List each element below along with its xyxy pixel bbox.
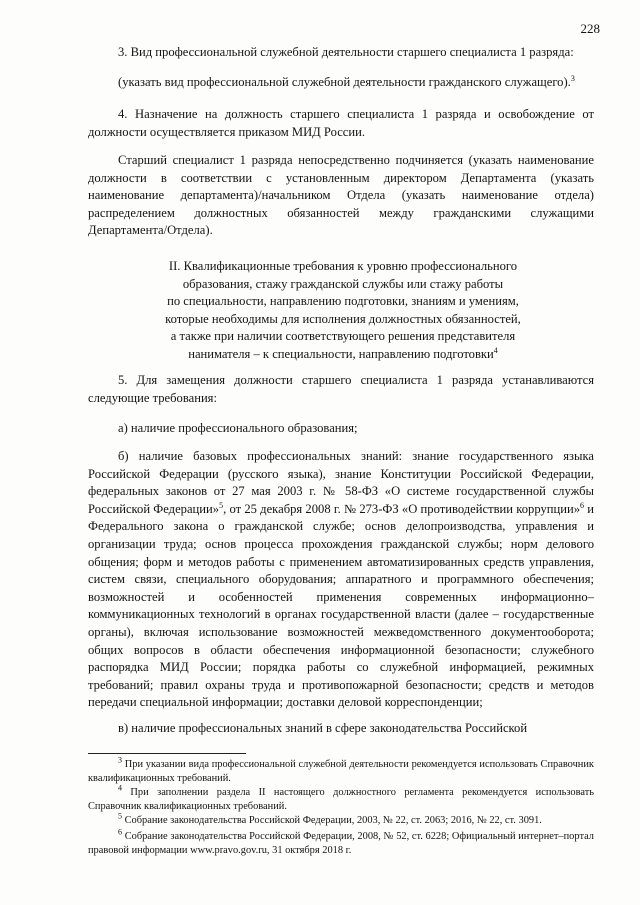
footnote-text: Собрание законодательства Российской Федерации, 2008, № 52, ст. 6228; Официальный интернет–портал правовой информации www.pravo.gov.ru, 31 октября 2018 г. bbox=[88, 831, 594, 856]
footnote-ref-5[interactable]: 5 bbox=[219, 500, 224, 510]
footnote-3 bbox=[88, 755, 594, 786]
heading-line-text: нанимателя – к специальности, направлению подготовки bbox=[188, 346, 494, 361]
heading-line: по специальности, направлению подготовки, знаниям и умениям, bbox=[167, 294, 519, 309]
paragraph-instruction bbox=[118, 74, 594, 92]
footnote-number: 3 bbox=[118, 755, 122, 765]
section-heading bbox=[120, 258, 566, 364]
footnote-4 bbox=[88, 783, 594, 814]
footnote-ref-6[interactable]: 6 bbox=[580, 500, 585, 510]
heading-line: образования, стажу гражданской службы или стажу работы bbox=[182, 276, 504, 291]
footnote-number: 4 bbox=[118, 783, 122, 793]
requirement-b-text-part1: б) наличие базовых профессиональных знаний: знание государственного языка Российской Федерации (русского языка), знание Конституции Российской Федерации, федеральных законов от 27 мая 2003 г. № 58-ФЗ «О системе государственной службы Российской Федерации» bbox=[88, 449, 594, 516]
requirement-b-text-part2: , от 25 декабря 2008 г. № 273-ФЗ «О противодействии коррупции» bbox=[223, 501, 581, 516]
paragraph-requirement-c-text: в) наличие профессиональных знаний в сфере законодательства Российской bbox=[118, 721, 528, 735]
footnote-number: 6 bbox=[118, 827, 122, 837]
requirement-b-text-part3: и Федерального закона о гражданской службе; основ делопроизводства, управления и организации труда; основ процесса прохождения гражданской службы; норм делового общения; форм и методов работы с применением автоматизированных средств управления, систем связи, специального оборудования; аппаратного и программного обеспечения; возможностей и особенностей применения современных информационно–коммуникационных технологий в органах государственной власти (далее – государственные органы), включая использование возможностей межведомственного документооборота; общих вопросов в области обеспечения информационной безопасности; служебного распорядка МИД России; порядка работы со служебной информацией, режимных требований; правил охраны труда и противопожарной безопасности; средств и методов передачи специальной информации; доставки деловой корреспонденции; bbox=[88, 501, 594, 710]
footnote-number: 5 bbox=[118, 811, 122, 821]
heading-line: II. Квалификационные требования к уровню профессионального bbox=[168, 259, 518, 273]
footnote-6 bbox=[88, 827, 594, 858]
footnote-text: При заполнении раздела II настоящего должностного регламента рекомендуется использовать Справочник квалификационных требований. bbox=[88, 787, 594, 812]
heading-line: которые необходимы для исполнения должностных обязанностей, bbox=[165, 311, 521, 326]
footnote-text: Собрание законодательства Российской Федерации, 2003, № 22, ст. 2063; 2016, № 22, ст. 3091. bbox=[124, 815, 542, 826]
paragraph-instruction-text: (указать вид профессиональной служебной деятельности гражданского служащего). bbox=[118, 75, 571, 89]
paragraph-item-5-text: 5. Для замещения должности старшего специалиста 1 разряда устанавливаются следующие требования: bbox=[88, 373, 594, 405]
footnote-separator bbox=[88, 753, 246, 754]
paragraph-subordination bbox=[88, 152, 594, 240]
paragraph-requirement-a bbox=[88, 420, 594, 438]
paragraph-item-4 bbox=[88, 106, 594, 141]
heading-line: а также при наличии соответствующего решения представителя bbox=[170, 329, 516, 344]
paragraph-subordination-text: Старший специалист 1 разряда непосредственно подчиняется (указать наименование должности в соответствии с установленным директором Департамента (указать наименование департамента)/начальником Отдела (указать наименование отдела) распределением должностных обязанностей между гражданскими служащими Департамента/Отдела). bbox=[88, 153, 594, 238]
footnote-5 bbox=[88, 811, 594, 828]
paragraph-item-4-text: 4. Назначение на должность старшего специалиста 1 разряда и освобождение от должности осуществляется приказом МИД России. bbox=[88, 107, 594, 139]
paragraph-item-5 bbox=[88, 372, 594, 407]
paragraph-requirement-a-text: а) наличие профессионального образования; bbox=[118, 421, 358, 435]
paragraph-requirement-c bbox=[88, 720, 594, 738]
heading-line-last bbox=[120, 346, 566, 364]
footnote-ref-3[interactable]: 3 bbox=[570, 73, 575, 83]
footnote-ref-4[interactable]: 4 bbox=[493, 345, 498, 355]
paragraph-item-3-text: 3. Вид профессиональной служебной деятельности старшего специалиста 1 разряда: bbox=[118, 45, 574, 59]
page-number: 228 bbox=[580, 21, 600, 36]
paragraph-requirement-b bbox=[88, 448, 594, 712]
paragraph-item-3 bbox=[88, 44, 594, 62]
footnote-text: При указании вида профессиональной служебной деятельности рекомендуется использовать Справочник квалификационных требований. bbox=[88, 759, 594, 784]
